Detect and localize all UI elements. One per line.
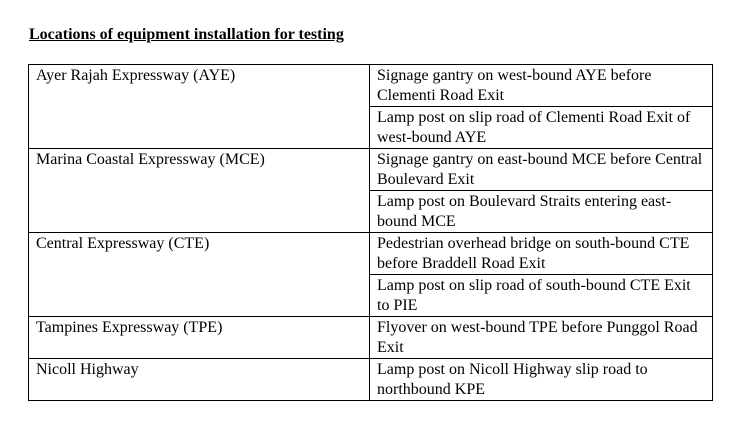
table-row bbox=[29, 233, 713, 275]
document-title: Locations of equipment installation for testing bbox=[29, 26, 344, 43]
location-cell: Signage gantry on east-bound MCE before Central Boulevard Exit bbox=[370, 149, 713, 191]
road-name-cell: Marina Coastal Expressway (MCE) bbox=[29, 149, 370, 233]
table-row bbox=[29, 317, 713, 359]
table-row bbox=[29, 359, 713, 401]
location-cell: Signage gantry on west-bound AYE before Clementi Road Exit bbox=[370, 65, 713, 107]
location-cell: Lamp post on Nicoll Highway slip road to northbound KPE bbox=[370, 359, 713, 401]
locations-table bbox=[28, 64, 713, 401]
location-cell: Lamp post on slip road of Clementi Road Exit of west-bound AYE bbox=[370, 107, 713, 149]
table-row bbox=[29, 65, 713, 107]
road-name-cell: Tampines Expressway (TPE) bbox=[29, 317, 370, 359]
road-name-cell: Nicoll Highway bbox=[29, 359, 370, 401]
location-cell: Lamp post on Boulevard Straits entering east-bound MCE bbox=[370, 191, 713, 233]
road-name-cell: Ayer Rajah Expressway (AYE) bbox=[29, 65, 370, 149]
location-cell: Pedestrian overhead bridge on south-bound CTE before Braddell Road Exit bbox=[370, 233, 713, 275]
road-name-cell: Central Expressway (CTE) bbox=[29, 233, 370, 317]
table-row bbox=[29, 149, 713, 191]
location-cell: Flyover on west-bound TPE before Punggol Road Exit bbox=[370, 317, 713, 359]
location-cell: Lamp post on slip road of south-bound CTE Exit to PIE bbox=[370, 275, 713, 317]
